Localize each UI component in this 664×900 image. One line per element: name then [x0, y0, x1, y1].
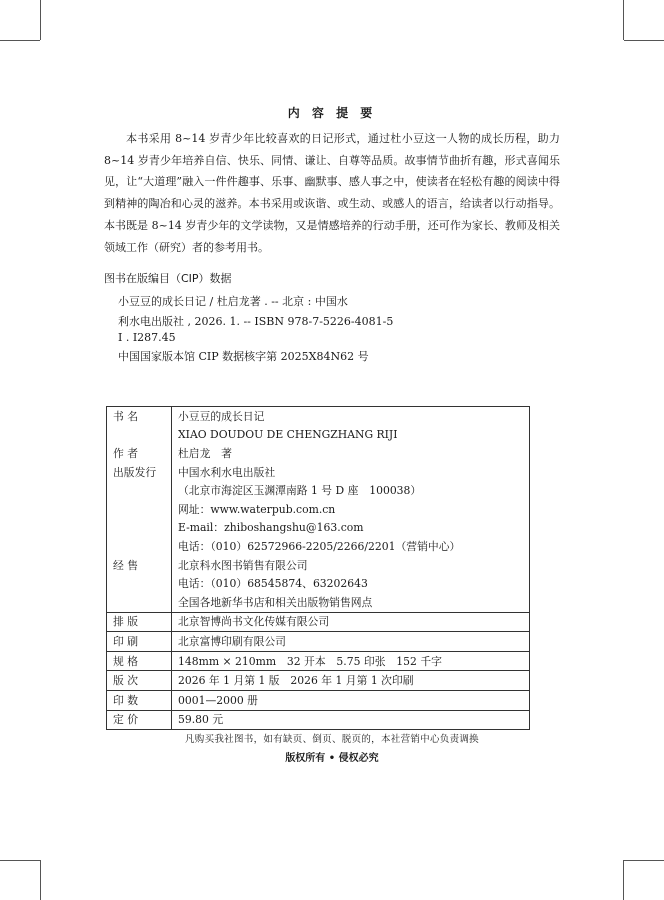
price: 59.80 元 — [172, 710, 530, 730]
cip-line: Ⅰ . I287.45 — [118, 331, 176, 344]
typesetting: 北京智博尚书文化传媒有限公司 — [172, 612, 530, 632]
spec-label: 规 格 — [107, 651, 172, 671]
copies-label: 印 数 — [107, 690, 172, 710]
printing-label: 印 刷 — [107, 632, 172, 652]
book-title: 小豆豆的成长日记 — [178, 409, 265, 423]
distributor-network: 全国各地新华书店和相关出版物销售网点 — [178, 595, 373, 609]
copyright-notice: 版权所有 • 侵权必究 — [285, 753, 379, 764]
publisher-email: E-mail：zhiboshangshu@163.com — [178, 521, 364, 535]
crop-mark — [40, 860, 41, 900]
book-title-label: 书 名 — [107, 407, 172, 426]
crop-mark — [624, 860, 664, 861]
replacement-notice: 凡购买我社图书，如有缺页、倒页、脱页的，本社营销中心负责调换 — [184, 734, 479, 745]
distributor-phone: 电话：（010）68545874、63202643 — [178, 577, 368, 591]
spec: 148mm × 210mm 32 开本 5.75 印张 152 千字 — [172, 651, 530, 671]
edition-label: 版 次 — [107, 671, 172, 691]
crop-mark — [0, 860, 40, 861]
distributor-label: 经 售 — [107, 556, 172, 575]
cip-line: 中国国家版本馆 CIP 数据核字第 2025X84N62 号 — [118, 350, 369, 363]
summary-title: 内 容 提 要 — [287, 106, 377, 120]
publisher: 中国水利水电出版社 — [178, 465, 276, 479]
publication-info-table — [106, 406, 530, 730]
typesetting-label: 排 版 — [107, 612, 172, 632]
printing: 北京富博印刷有限公司 — [172, 632, 530, 652]
publisher-phone: 电话：（010）62572966-2205/2266/2201（营销中心） — [178, 539, 461, 553]
price-label: 定 价 — [107, 710, 172, 730]
publisher-address: （北京市海淀区玉渊潭南路 1 号 D 座 100038） — [178, 484, 422, 498]
cip-heading: 图书在版编目（CIP）数据 — [104, 272, 232, 285]
book-title-pinyin: XIAO DOUDOU DE CHENGZHANG RIJI — [178, 428, 398, 442]
crop-mark — [623, 860, 624, 900]
author-label: 作 者 — [107, 444, 172, 463]
publisher-label: 出版发行 — [107, 463, 172, 482]
cip-line: 利水电出版社 , 2026. 1. -- ISBN 978-7-5226-4081-5 — [118, 315, 394, 328]
copies: 0001—2000 册 — [172, 690, 530, 710]
summary-text: 本书采用 8~14 岁青少年比较喜欢的日记形式，通过杜小豆这一人物的成长历程，助力 8~14 岁青少年培养自信、快乐、同情、谦让、自尊等品质。故事情节曲折有趣，形式喜闻乐见，让“大道理”融入一件件趣事、乐事、幽默事、感人事之中，使读者在轻松有趣的阅读中得到精神的陶冶和心灵的滋养。本书采用或诙谐、或生动、或感人的语言，给读者以行动指导。本书既是 8~14 岁青少年的文学读物，又是情感培养的行动手册，还可作为家长、教师及相关领域工作（研究）者的参考用书。 — [104, 132, 560, 254]
crop-mark — [623, 0, 624, 40]
crop-mark — [40, 0, 41, 40]
crop-mark — [624, 40, 664, 41]
author: 杜启龙 著 — [178, 446, 232, 460]
edition: 2026 年 1 月第 1 版 2026 年 1 月第 1 次印刷 — [172, 671, 530, 691]
distributor: 北京科水图书销售有限公司 — [178, 558, 308, 572]
crop-mark — [0, 40, 40, 41]
publisher-website: 网址：www.waterpub.com.cn — [178, 502, 336, 516]
cip-line: 小豆豆的成长日记 / 杜启龙著 . -- 北京 : 中国水 — [118, 295, 348, 308]
